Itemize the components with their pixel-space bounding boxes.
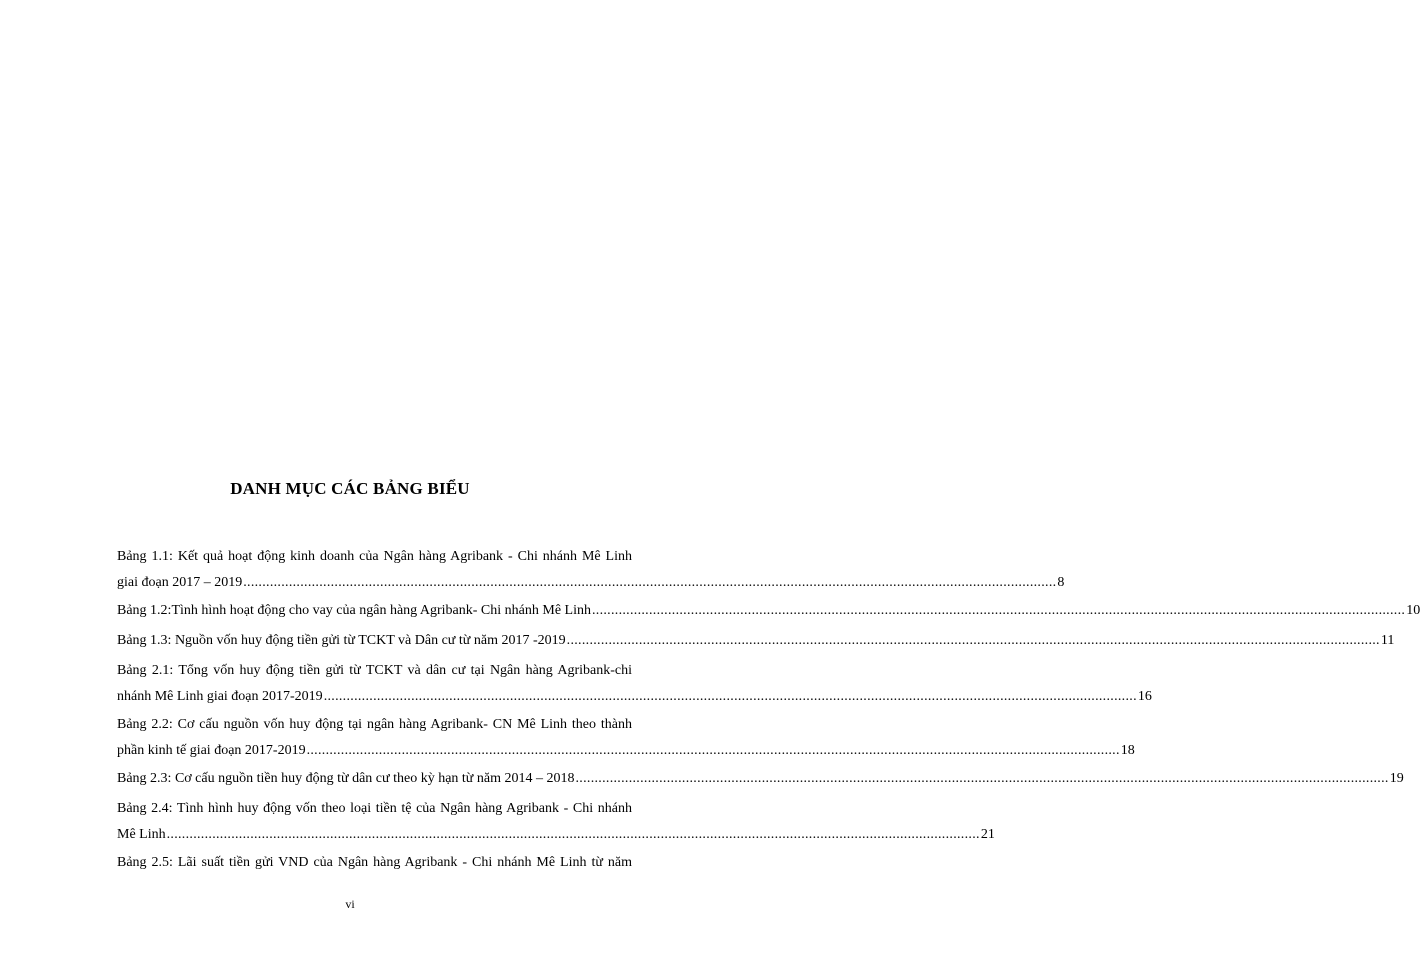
toc-entry-page: 10: [1406, 603, 1420, 618]
toc-entry-text: nhánh Mê Linh giai đoạn 2017-2019: [117, 689, 323, 704]
leader-dots: ......................................................................................................................................................................................................................: [306, 743, 1120, 758]
leader-dots: ......................................................................................................................................................................................................................: [243, 575, 1057, 590]
leader-dots: ......................................................................................................................................................................................................................: [575, 771, 1389, 786]
toc-entry-1-1-line1[interactable]: Bảng 1.1: Kết quả hoạt động kinh doanh của Ngân hàng Agribank - Chi nhánh Mê Linh: [117, 549, 632, 564]
toc-entry-text: Bảng 1.3: Nguồn vốn huy động tiền gửi từ TCKT và Dân cư từ năm 2017 -2019: [117, 633, 566, 648]
page-number: vi: [345, 897, 355, 911]
leader-dots: ......................................................................................................................................................................................................................: [591, 603, 1406, 618]
toc-entry-2-2-line2[interactable]: [117, 742, 1135, 760]
leader-dots: ......................................................................................................................................................................................................................: [323, 689, 1137, 704]
toc-entry-1-1-line2[interactable]: [117, 574, 1065, 592]
toc-entry-page: 8: [1057, 575, 1065, 590]
toc-entry-text: Mê Linh: [117, 827, 166, 842]
toc-entry-text: giai đoạn 2017 – 2019: [117, 575, 243, 590]
toc-entry-2-4-line1[interactable]: Bảng 2.4: Tình hình huy động vốn theo loại tiền tệ của Ngân hàng Agribank - Chi nhánh: [117, 801, 632, 816]
toc-entry-page: 18: [1120, 743, 1135, 758]
toc-entry-2-4-line2[interactable]: [117, 826, 995, 844]
toc-entry-2-2-line1[interactable]: Bảng 2.2: Cơ cấu nguồn vốn huy động tại ngân hàng Agribank- CN Mê Linh theo thành: [117, 717, 632, 732]
toc-entry-2-5-line1[interactable]: Bảng 2.5: Lãi suất tiền gửi VND của Ngân hàng Agribank - Chi nhánh Mê Linh từ năm: [117, 855, 632, 870]
toc-entry-1-3[interactable]: [117, 632, 1395, 650]
toc-entry-2-1-line1[interactable]: Bảng 2.1: Tổng vốn huy động tiền gửi từ TCKT và dân cư tại Ngân hàng Agribank-chi: [117, 663, 632, 678]
toc-entry-2-3[interactable]: [117, 770, 1404, 788]
toc-entry-text: Bảng 2.3: Cơ cấu nguồn tiền huy động từ dân cư theo kỳ hạn từ năm 2014 – 2018: [117, 771, 575, 786]
toc-entry-page: 21: [980, 827, 995, 842]
leader-dots: ......................................................................................................................................................................................................................: [566, 633, 1380, 648]
toc-entry-page: 11: [1380, 633, 1395, 648]
toc-entry-1-2[interactable]: [117, 602, 1420, 620]
page-title: DANH MỤC CÁC BẢNG BIỂU: [230, 479, 470, 498]
toc-entry-page: 19: [1389, 771, 1404, 786]
toc-entry-text: phần kinh tế giai đoạn 2017-2019: [117, 743, 306, 758]
toc-entry-text: Bảng 1.2:Tình hình hoạt động cho vay của ngân hàng Agribank- Chi nhánh Mê Linh: [117, 603, 591, 618]
toc-entry-page: 16: [1137, 689, 1152, 704]
toc-entry-2-1-line2[interactable]: [117, 688, 1152, 706]
leader-dots: ......................................................................................................................................................................................................................: [166, 827, 980, 842]
